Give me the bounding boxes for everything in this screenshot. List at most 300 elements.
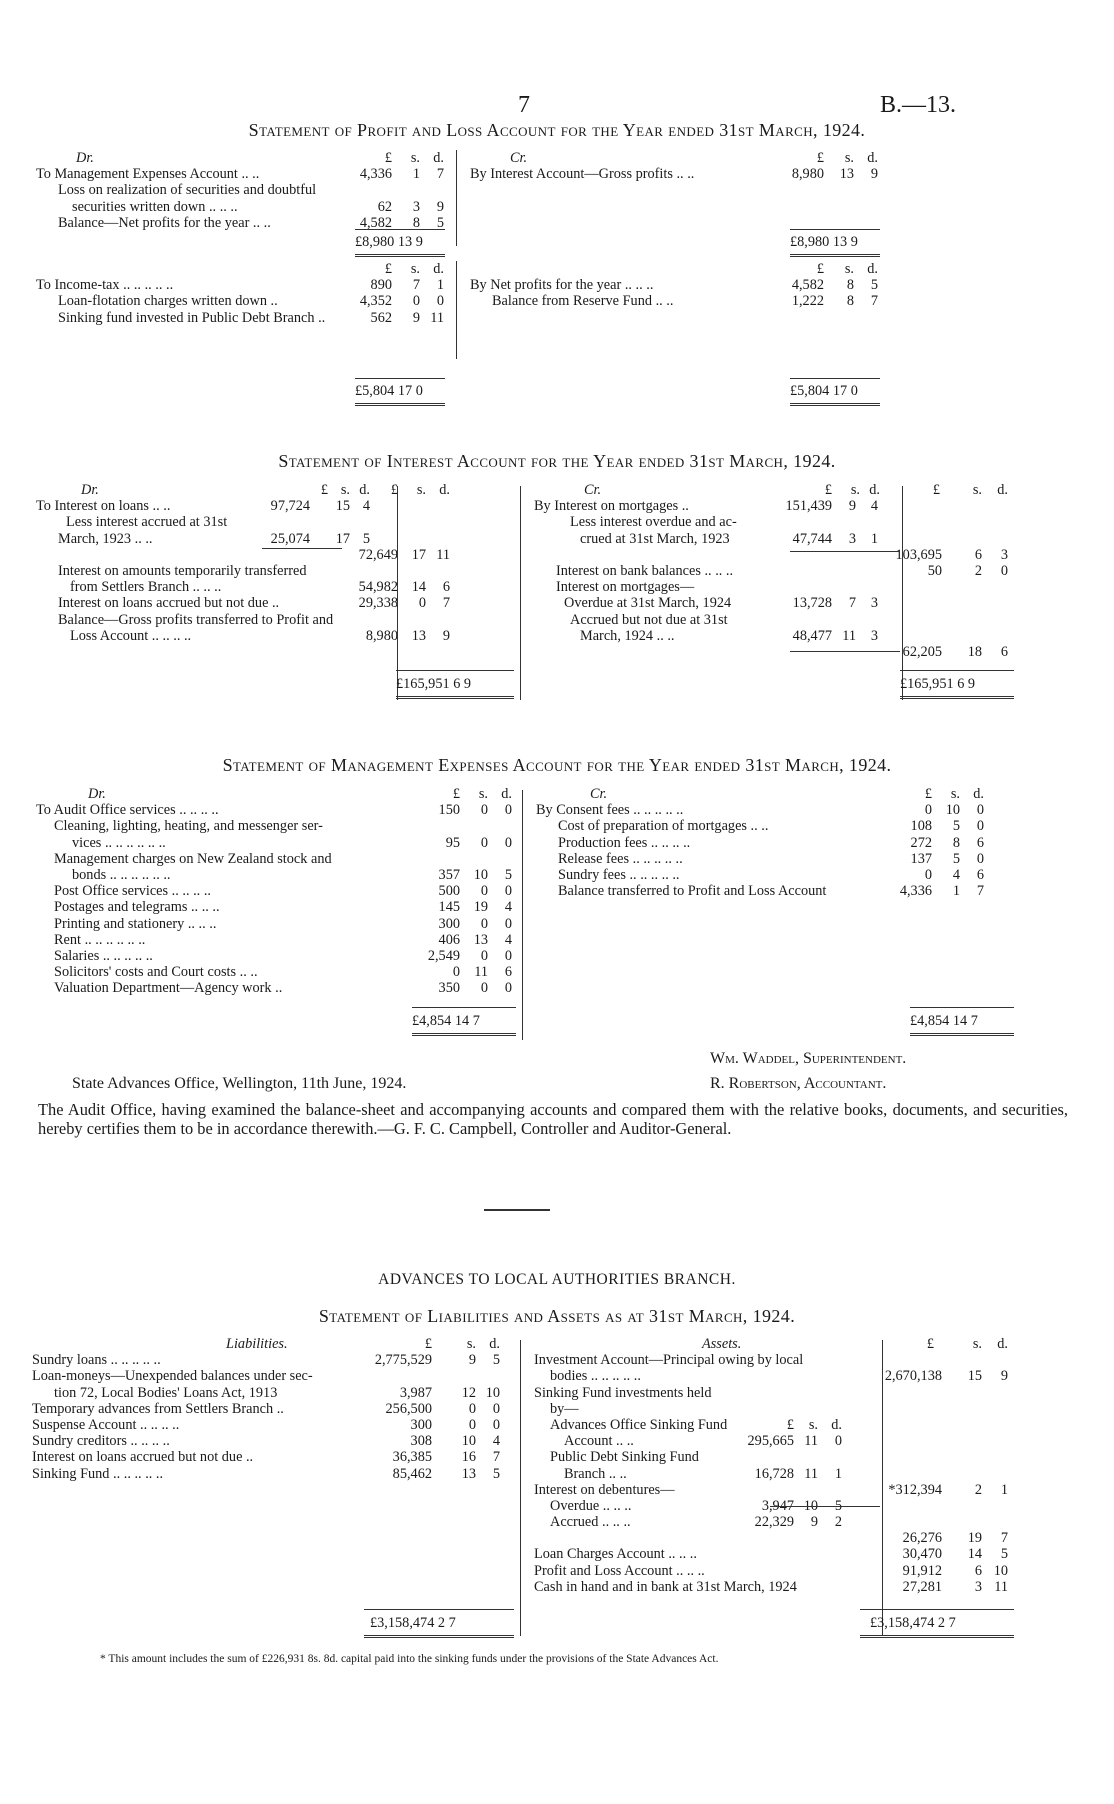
asset-hdr-pound: £ [926,1336,934,1352]
row-shillings: 6 [974,1562,982,1579]
row-pounds: 4,582 [359,214,392,231]
row-pence: 11 [430,309,444,326]
row-pence: 6 [976,866,984,883]
row-pence: 0 [504,915,512,932]
row-label: To Management Expenses Account .. .. [36,166,260,183]
account-row [534,595,1014,611]
row-label: Interest on mortgages— [556,579,695,596]
account-row [534,644,1014,660]
row-label: Accrued but not due at 31st [570,611,728,628]
row-label: Loan Charges Account .. .. .. [534,1546,697,1563]
row-pounds: 36,385 [392,1449,432,1466]
row-label: Less interest overdue and ac- [570,514,737,531]
pl-cr-hdr-d: d. [867,150,878,166]
int-hdr-d1: d. [359,482,370,498]
account-row [534,1563,1014,1579]
int-hdr-pound1: £ [320,482,328,498]
row-label: tion 72, Local Bodies' Loans Act, 1913 [54,1384,278,1401]
row-pence: 0 [976,818,984,835]
row-pence: 6 [1000,643,1008,660]
row-pence: 1 [1000,1481,1008,1498]
row-pence: 5 [504,866,512,883]
row-pounds: 27,281 [902,1578,942,1595]
account-row [36,964,516,980]
row-label: Printing and stationery .. .. .. [54,915,217,932]
int-title: Statement of Interest Account for the Year ended 31st March, 1924. [278,451,836,471]
branch-rule-left [364,1609,514,1610]
row-shillings-inner: 17 [335,530,350,547]
pl-credit-side [470,150,880,182]
row-shillings: 3 [412,198,420,215]
liabilities-side [32,1336,512,1482]
row-pence: 6 [976,834,984,851]
row-label: Balance transferred to Profit and Loss Account [558,883,827,900]
row-pence: 0 [492,1400,500,1417]
row-pence-inner: 4 [362,498,370,515]
row-shillings: 13 [473,931,488,948]
int-cr-hdr-pound2: £ [932,482,940,498]
int-debit-side [36,482,456,644]
row-pounds: 300 [410,1416,432,1433]
account-row [32,1449,512,1465]
row-pence: 0 [504,834,512,851]
document-reference: B.—13. [880,92,957,118]
account-row [32,1466,512,1482]
row-label: from Settlers Branch .. .. .. [70,579,222,596]
row-shillings-inner: 11 [804,1433,818,1450]
row-shillings-inner: 15 [335,498,350,515]
mgmt-dr-label: Dr. [88,786,106,802]
row-pounds: 4,582 [791,277,824,294]
row-pence: 4 [504,931,512,948]
int-rule-right [900,670,1014,671]
account-row [32,1417,512,1433]
pl2-rule-right [790,378,880,379]
row-pounds: 2,775,529 [374,1352,432,1369]
row-label: Accrued .. .. .. [550,1514,631,1531]
row-pence: 0 [504,980,512,997]
pl2-hdr-s: s. [410,261,420,277]
mgmt-divider [522,790,523,1040]
page-number: 7 [518,92,530,118]
int-dr-subrule [262,548,342,549]
row-pounds: 72,649 [358,546,398,563]
row-pence: 0 [504,802,512,819]
row-shillings: 0 [468,1400,476,1417]
row-label: Postages and telegrams .. .. .. [54,899,220,916]
row-pounds: 62 [377,198,392,215]
row-pence-inner: 1 [870,530,878,547]
row-pence: 7 [976,883,984,900]
row-pence-inner: 4 [870,498,878,515]
row-label: Interest on bank balances .. .. .. [556,562,734,579]
row-pence: 10 [485,1384,500,1401]
account-row [36,563,456,579]
row-pounds-inner: 3,947 [761,1497,794,1514]
row-pounds: 4,336 [899,883,932,900]
int-cr-hdr-s2: s. [972,482,982,498]
row-pounds-inner: 295,665 [747,1433,794,1450]
row-pounds: 150 [438,802,460,819]
mgmt-drule-left [412,1033,516,1036]
row-pounds: 103,695 [895,546,942,563]
row-shillings: 10 [473,866,488,883]
row-pounds: 54,982 [358,579,398,596]
pl2-cr-hdr-s: s. [844,261,854,277]
row-pounds: 406 [438,931,460,948]
row-shillings: 19 [473,899,488,916]
row-shillings-inner: 9 [810,1514,818,1531]
int-cr-subrule1 [790,551,900,552]
row-pence-inner: 5 [362,530,370,547]
account-row [36,916,516,932]
account-row [36,883,516,899]
int-rule-left [396,670,514,671]
row-shillings: 5 [952,818,960,835]
row-label: Less interest accrued at 31st [66,514,228,531]
row-label: Profit and Loss Account .. .. .. [534,1562,705,1579]
pl-dr-label: Dr. [76,150,94,166]
row-pence: 11 [436,546,450,563]
pl2-total-right: £5,804 17 0 [790,383,858,399]
pl-divider [456,150,457,246]
account-row [36,166,446,182]
pl2-drule-right [790,403,880,406]
row-shillings: 0 [480,980,488,997]
branch-heading: ADVANCES TO LOCAL AUTHORITIES BRANCH. [378,1271,736,1288]
row-pounds: 1,222 [791,293,824,310]
row-label: Account .. .. [564,1433,634,1450]
row-label: Interest on debentures— [534,1481,675,1498]
row-shillings: 0 [480,802,488,819]
account-row [534,1401,1014,1417]
audit-certificate: The Audit Office, having examined the balance-sheet and accompanying accounts and compared them with the relative books, documents, and securities, hereby certifies them to be in accordance therewith.—G. F. C. Campbell, Controller and Auditor-General. [38,1100,1068,1138]
row-pence: 4 [492,1433,500,1450]
row-label: Balance from Reserve Fund .. .. [492,293,674,310]
liab-hdr-s: s. [466,1336,476,1352]
pl-cr-hdr-s: s. [844,150,854,166]
row-label: bonds .. .. .. .. .. .. [72,866,171,883]
liabilities-rows [32,1352,512,1482]
row-shillings: 10 [461,1433,476,1450]
row-pence: 1 [436,277,444,294]
row-shillings: 14 [967,1546,982,1563]
mgmt-debit-rows [36,802,516,996]
row-pence: 7 [442,595,450,612]
row-label: To Audit Office services .. .. .. .. [36,802,219,819]
account-row [470,293,880,309]
int-cr-label: Cr. [584,482,602,498]
row-shillings: 8 [846,277,854,294]
row-pence: 5 [492,1465,500,1482]
row-pounds: 137 [910,850,932,867]
mgmt-cr-hdr-s: s. [950,786,960,802]
branch-rule-right [860,1609,1014,1610]
int-total-right: £165,951 6 9 [900,676,976,692]
account-row [36,595,456,611]
account-row [536,883,1016,899]
account-row [32,1352,512,1368]
row-pence: 11 [994,1578,1008,1595]
account-row [470,166,880,182]
account-row [36,899,516,915]
row-label: Solicitors' costs and Court costs .. .. [54,964,258,981]
row-pounds: 62,205 [902,643,942,660]
int-cr-hdr-s1: s. [850,482,860,498]
row-pounds: *312,394 [888,1481,942,1498]
row-shillings: 4 [952,866,960,883]
row-pence: 5 [870,277,878,294]
row-pounds: 500 [438,883,460,900]
row-label: Sinking Fund .. .. .. .. .. [32,1465,164,1482]
row-shillings: 6 [974,546,982,563]
row-shillings: 0 [480,883,488,900]
row-pence: 9 [436,198,444,215]
row-pounds: 562 [370,309,392,326]
row-pounds: 29,338 [358,595,398,612]
row-pounds: 85,462 [392,1465,432,1482]
row-pounds-inner: 25,074 [270,530,310,547]
row-shillings: 3 [974,1578,982,1595]
branch-title: Statement of Liabilities and Assets as at 31st March, 1924. [318,1306,796,1326]
mgmt-debit-side [36,786,516,996]
account-row [536,867,1016,883]
branch-divider [520,1340,521,1636]
row-shillings: 2 [974,562,982,579]
pl-hdr-pound: £ [384,150,392,166]
pl2-credit-rows [470,277,880,309]
account-row [36,514,456,530]
pl-drule-left [355,254,445,257]
account-row [36,818,516,834]
branch-total-left: £3,158,474 2 7 [370,1615,456,1631]
asset-hdr-s: s. [972,1336,982,1352]
row-pence-inner: 5 [834,1497,842,1514]
row-pounds: 300 [438,915,460,932]
pl-rule-left [355,229,445,230]
row-label: Loss Account .. .. .. .. [70,627,192,644]
row-label: Cost of preparation of mortgages .. .. [558,818,769,835]
row-pounds: 8,980 [791,166,824,183]
int-hdr-s2: s. [416,482,426,498]
liab-hdr-pound: £ [424,1336,432,1352]
pl-drule-right [790,254,880,257]
row-label: by— [550,1400,579,1417]
pl2-cr-hdr-d: d. [867,261,878,277]
row-pence: 7 [492,1449,500,1466]
row-pence: 0 [492,1416,500,1433]
mgmt-rule-left [412,1007,516,1008]
mgmt-total-left: £4,854 14 7 [412,1013,480,1029]
account-row [32,1433,512,1449]
account-row [36,867,516,883]
account-row [36,802,516,818]
row-pounds: 308 [410,1433,432,1450]
row-shillings-inner: 7 [848,595,856,612]
row-label: Cleaning, lighting, heating, and messenger ser- [54,818,323,835]
branch-drule-left [364,1635,514,1638]
pl-hdr-d: d. [433,150,444,166]
row-shillings: 18 [967,643,982,660]
pl-debit-rows [36,166,446,231]
row-pounds: 3,987 [399,1384,432,1401]
asset-col-line [882,1340,883,1636]
row-shillings: 12 [461,1384,476,1401]
row-pence: 9 [442,627,450,644]
row-shillings: 9 [412,309,420,326]
pl2-debit-rows [36,277,446,326]
row-shillings-inner: 9 [848,498,856,515]
row-pence-inner: 3 [870,627,878,644]
row-pence: 9 [1000,1368,1008,1385]
row-shillings: 15 [967,1368,982,1385]
row-label: By Consent fees .. .. .. .. .. [536,802,684,819]
row-pence: 5 [436,214,444,231]
row-pounds: 8,980 [365,627,398,644]
row-label: Sundry loans .. .. .. .. .. [32,1352,161,1369]
row-pounds-inner: 22,329 [754,1514,794,1531]
account-row [32,1401,512,1417]
account-row [534,1385,1014,1401]
row-label: Sundry creditors .. .. .. .. [32,1433,170,1450]
row-label: Cash in hand and in bank at 31st March, 1924 [534,1578,797,1595]
row-label: Sundry fees .. .. .. .. .. [558,866,680,883]
account-row [534,1514,1014,1530]
row-label: crued at 31st March, 1923 [580,530,730,547]
row-label: Loss on realization of securities and doubtful [58,182,317,199]
liab-hdr-d: d. [489,1336,500,1352]
footnote: * This amount includes the sum of £226,931 8s. 8d. capital paid into the sinking funds under the provisions of the State Advances Act. [100,1653,719,1665]
row-shillings-inner: 11 [842,627,856,644]
int-cr-hdr-pound1: £ [824,482,832,498]
account-row [534,579,1014,595]
signature-accountant: R. Robertson, Accountant. [710,1075,887,1092]
row-pounds: 0 [452,964,460,981]
row-label: Overdue at 31st March, 1924 [564,595,732,612]
account-row [36,948,516,964]
int-divider [520,486,521,700]
row-pence: 5 [492,1352,500,1369]
int-cr-hdr-d1: d. [869,482,880,498]
int-dr-label: Dr. [81,482,99,498]
row-pence-inner: 1 [834,1465,842,1482]
row-shillings: 9 [468,1352,476,1369]
int-cr-subrule2 [790,651,900,652]
account-row [36,531,456,547]
row-shillings: 16 [461,1449,476,1466]
section-separator [484,1209,550,1211]
account-row [534,1368,1014,1384]
row-label: Rent .. .. .. .. .. .. [54,931,146,948]
row-label: Interest on loans accrued but not due .. [32,1449,254,1466]
row-pounds: 256,500 [385,1400,432,1417]
mgmt-rule-right [910,1007,1014,1008]
assets-rows [534,1352,1014,1595]
row-label: Branch .. .. [564,1465,627,1482]
row-pence: 4 [504,899,512,916]
row-pence: 7 [1000,1530,1008,1547]
account-row [534,1449,1014,1465]
row-shillings: 14 [411,579,426,596]
row-label: Valuation Department—Agency work .. [54,980,283,997]
pl-title: Statement of Profit and Loss Account for the Year ended 31st March, 1924. [248,120,866,140]
row-pence: 7 [870,293,878,310]
row-label: Advances Office Sinking Fund [550,1416,728,1433]
row-pounds: 95 [445,834,460,851]
row-shillings: 0 [480,915,488,932]
row-shillings: 7 [412,277,420,294]
row-label: Investment Account—Principal owing by local [534,1352,804,1369]
row-label: Interest on loans accrued but not due .. [58,595,280,612]
row-pence-inner: d. [831,1416,842,1433]
account-row [36,498,456,514]
row-pounds: 890 [370,277,392,294]
account-row [36,612,456,628]
mgmt-credit-rows [536,802,1016,899]
row-shillings: 10 [945,802,960,819]
row-shillings: 8 [952,834,960,851]
signature-superintendent: Wm. Waddel, Superintendent. [710,1050,907,1067]
pl2-hdr-pound: £ [384,261,392,277]
int-drule-right [900,696,1014,699]
row-pence: 6 [504,964,512,981]
row-label: securities written down .. .. .. [72,198,238,215]
row-pounds: 2,549 [427,947,460,964]
liabilities-label: Liabilities. [226,1336,288,1352]
pl2-cr-hdr-pound: £ [816,261,824,277]
row-label: Public Debt Sinking Fund [550,1449,699,1466]
account-row [534,1579,1014,1595]
account-row [36,293,446,309]
pl2-drule-left [355,403,445,406]
mgmt-credit-side [536,786,1016,899]
row-label: Overdue .. .. .. [550,1497,632,1514]
account-row [534,1352,1014,1368]
row-pence-inner: 2 [834,1514,842,1531]
row-pounds: 2,670,138 [884,1368,942,1385]
row-pounds: 0 [924,866,932,883]
row-pounds: 0 [924,802,932,819]
account-row [534,1466,1014,1482]
row-label: Production fees .. .. .. .. [558,834,691,851]
account-row [36,199,446,215]
row-shillings-inner: 10 [803,1497,818,1514]
account-row [36,835,516,851]
row-label: Sinking Fund investments held [534,1384,712,1401]
pl-cr-hdr-pound: £ [816,150,824,166]
asset-hdr-d: d. [997,1336,1008,1352]
int-cr-col-line [902,486,903,700]
row-shillings: 2 [974,1481,982,1498]
row-pounds-inner: 47,744 [792,530,832,547]
row-label: By Interest Account—Gross profits .. .. [470,166,695,183]
account-row [36,182,446,198]
pl-total-right: £8,980 13 9 [790,234,858,250]
account-row [36,980,516,996]
row-pounds: 357 [438,866,460,883]
row-label: Interest on amounts temporarily transferred [58,562,307,579]
row-pounds: 350 [438,980,460,997]
account-row [534,514,1014,530]
int-credit-rows [534,498,1014,660]
row-pounds: 4,336 [359,166,392,183]
row-label: Release fees .. .. .. .. .. [558,850,683,867]
mgmt-hdr-d: d. [501,786,512,802]
row-label: Suspense Account .. .. .. .. [32,1416,180,1433]
row-shillings: 17 [411,546,426,563]
row-shillings: 5 [952,850,960,867]
row-pence-inner: 0 [834,1433,842,1450]
